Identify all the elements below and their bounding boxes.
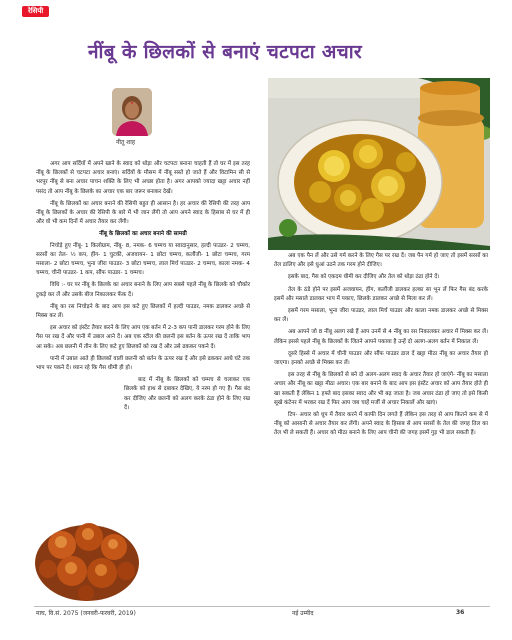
article-paragraph: तेल के ठंडे होने पर इसमें अजवायन, हींग, कलौंजी डालकर हल्का सा भून लें फिर गैस बंद करके इसमें और मसाले डालकर भाप में पकाए, छिलके डालकर अच्छे से मिला कर लें।	[274, 286, 488, 302]
article-right-column	[274, 252, 488, 442]
page-number: 36	[456, 609, 465, 616]
lemon-pickle-bowl-image	[34, 505, 140, 605]
article-paragraph: नींबू का रस निचोड़ने के बाद आप इस कटे हुए छिलकों में हल्दी पाउडर, नमक डालकर अच्छे से मिक्स कर लें।	[36, 303, 250, 320]
article-left-column	[36, 160, 250, 416]
article-paragraph: अब आपने जो 8 नींबू अलग रखे हैं आप उनमें से 4 नींबू का रस निकालकर अचार में मिक्स कर लें। लेकिन इससे पहले नींबू के छिलकों के जितने आपने पकाया है उन्हें दो अलग-अलग बर्तन में निकाल लें।	[274, 329, 488, 345]
section-heading: नींबू के छिलकों का अचार बनाने की सामग्री	[99, 231, 187, 238]
article-paragraph: निचोड़े हुए नींबू- 1 किलोग्राम, नींबू- 8, नमक- 6 चम्मच या स्वादानुसार, हल्दी पाउडर- 2 चम्मच, सरसों का तेल- ½ कप, हींग- 1 चुटकी, अजवायन- 1 छोटा चम्मच, कलौंजी- 1 छोटा चम्मच, गरम मसाला- 2 छोटा चम्मच, भुना जीरा पाउडर- 3 छोटा चम्मच, लाल मिर्च पाउडर- 2 चम्मच, काला नमक- 4 चम्मच, चीनी पाउडर- 1 कप, सौंफ पाउडर- 1 चम्मच।	[36, 242, 250, 277]
article-paragraph: विधि :- घर पर नींबू के छिलके का अचार बनाने के लिए आप सबसे पहले नींबू के छिलके को चौकोर टुकड़े कर लें और उसके बीज निकालकर फेंक दें।	[36, 282, 250, 298]
article-paragraph: टिप- अचार को धूप में तैयार करने में काफी दिन लगते हैं लेकिन इस तरह से आप कितने कम से में नींबू को आसानी से अचार तैयार कर लेंगी। अपने स्वाद के हिसाब से आप सरसों के तेल की जगह तिल का तेल भी ले सकती हैं। अचार को मीठा बनाने के लिए आप चीनी की जगह इसमें गुड़ भी डाल सकती हैं।	[274, 412, 488, 437]
article-paragraph: इस अचार को इंस्टेंट तैयार करने के लिए आप एक बर्तन में 2-3 कप पानी डालकर गरम होने के लिए गैस पर रख दें और पानी में उबाल आने दें। अब एक स्टील की छलनी इस बर्तन के ऊपर रख दें ताकि भाप आ सके। अब छलनी में तीन के लिए कटे हुए छिलकों को रख दें और उसे ढककर पकने दें।	[36, 325, 250, 350]
article-paragraph: इसके बाद, गैस को एकदम धीमी कर दीजिए और तेल को थोड़ा ठंडा होने दें।	[288, 274, 440, 281]
article-paragraph: अगर आप सर्दियों में अपने खाने के स्वाद को थोड़ा और चटपटा बनाना चाहती हैं तो घर में इस तरह नींबू के छिलकों से चटपटा अचार बनाएं। सर्दियों के मौसम में नींबू सस्ते हो जाते हैं और विटामिन सी से भरपूर नींबू से बना अचार पाचन शक्ति के लिए भी अच्छा होता है। अगर आपको ज्यादा खट्टा अचार नहीं पसंद तो आप नींबू के छिलके का अचार एक बार जरूर बनाकर देखें।	[36, 161, 250, 195]
lemon-pickle-jar-image	[268, 78, 490, 250]
article-paragraph: इसमें गरम मसाला, भुना जीरा पाउडर, लाल मिर्च पाउडर और काला नमक डालकर अच्छे से मिक्स कर लें।	[274, 308, 488, 324]
article-paragraph: नींबू के छिलकों का अचार बनाने की रेसिपी बहुत ही आसान है। हर अचार की रेसिपी की तरह आप नींबू के छिलकों के अचार की रेसिपी के बारे में भी जान लेंगी तो आप अपने स्वाद के हिसाब से घर में ही और वो भी कम दिनों में अचार तैयार कर लेंगी।	[36, 200, 250, 226]
article-paragraph: इस तरह से नींबू के छिलकों से बने दो अलग-अलग स्वाद के अचार तैयार हो जाएंगे- नींबू का मसाला अचार और नींबू का खट्टा मीठा अचार। एक बार बनाने के बाद आप इस इंस्टेंट अचार को आप तैयार होते ही खा सकती हैं लेकिन 1 हफ्ते बाद इसका स्वाद और भी बढ़ जाता है। जब अचार ठंडा हो जाए तो इसे किसी सूखे कंटेनर में भरकर रख दें फिर आप जब चाहें मर्जी से अचार निकालें और खाएं।	[274, 372, 488, 406]
author-photo	[112, 88, 152, 136]
footer-issue: माघ, वि.सं. 2075 (जनवरी-फरवरी, 2019)	[36, 610, 136, 617]
page-title: नींबू के छिलकों से बनाएं चटपटा अचार	[88, 41, 362, 63]
article-paragraph: अब एक पैन लें और उसे गर्म करने के लिए गैस पर रख दें। जब पैन गर्म हो जाए तो इसमें सरसों का तेल डालिए और इसे धुआं उठने तक गरम होने दीजिए।	[274, 253, 488, 269]
footer-magazine: नई उम्मीद	[292, 610, 314, 617]
footer-divider	[34, 606, 490, 607]
article-paragraph: पानी में उबाल आते ही छिलकों वाली छलनी को बर्तन के ऊपर रख दें और इसे ढककर आधे घंटे तक भाप पर पकने दें। ध्यान रहे कि गैस धीमी ही हो।	[36, 355, 250, 372]
article-paragraph: बाद में नींबू के छिलकों को चम्मच से चलाकर एक छिलके को हाथ से दबाकर देखिए, ये नरम हो गए हैं। गैस बंद कर दीजिए और छलनी को अलग करके ठंडा होने के लिए रख दें।	[124, 377, 250, 411]
author-name: नीतू शाह	[116, 139, 136, 146]
article-paragraph: दूसरे हिस्से में अचार में चीनी पाउडर और सौंफ पाउडर डाल दें खट्टा मीठा नींबू का अचार तैयार हो जाएगा। इनको अच्छे से मिक्स कर लें।	[274, 350, 488, 367]
section-tag: रेसिपी	[22, 6, 49, 17]
